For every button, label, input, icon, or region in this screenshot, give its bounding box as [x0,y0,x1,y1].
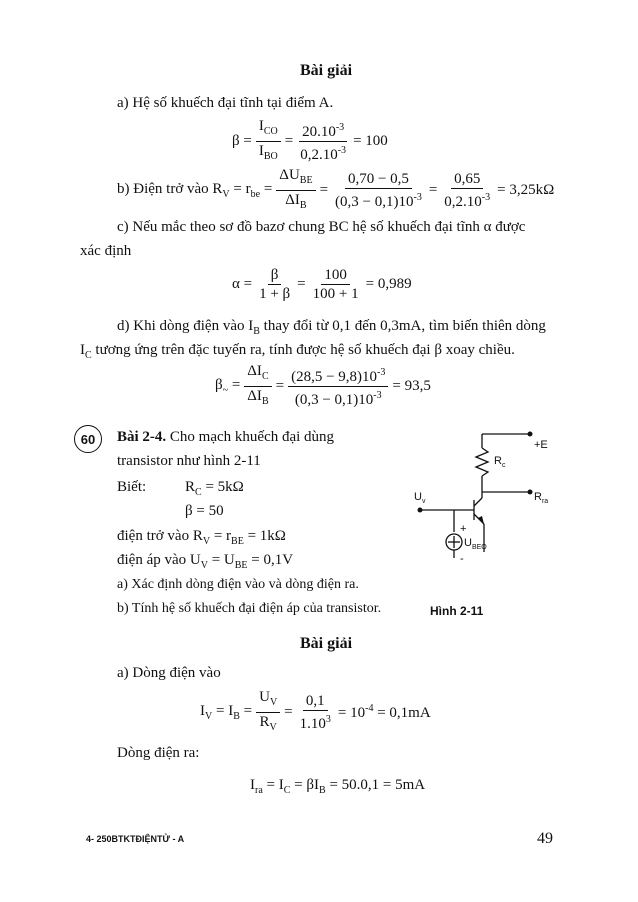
given-uv: điện áp vào $U_V = U_{BE} = 0,1V$ [117,552,294,571]
part-c-text-cont: xác định [80,243,132,259]
figure-caption: Hình 2-11 [430,604,484,618]
circuit-label-rra: $R_{ra}$ [534,491,549,505]
footer-left: 4- 250BTKTĐIỆNTỬ - A [86,834,185,844]
circuit-label-plus-e: +E [534,439,548,451]
part-a2-text: a) Dòng điện vào [117,665,221,681]
output-current-label: Dòng điện ra: [117,745,200,761]
circuit-label-plus: + [460,523,467,535]
given-label: Biết: [117,479,147,495]
given-rc: $R_C = 5k\Omega$ [185,479,244,498]
given-rv: điện trở vào $R_V = r_{BE} = 1k\Omega$ [117,528,286,547]
circuit-label-minus: - [460,553,464,565]
problem-statement: Bài 2-4. Cho mạch khuếch đại dùng [117,429,335,445]
solution-heading: Bài giải [300,62,353,79]
given-beta: β = 50 [185,503,224,519]
part-d-text-cont: $I_C$ tương ứng trên đặc tuyến ra, tính được hệ số khuếch đại β xoay chiều. [80,342,515,361]
equation-input-current: $I_V = I_B$ = $\frac{U_V}{R_V}$ = $\frac{0,1}{1.10^3}$ = $10^{-4} = 0,1mA$ [200,689,431,733]
part-c-text: c) Nếu mắc theo sơ đồ bazơ chung BC hệ số khuếch đại tĩnh α được [117,219,526,235]
circuit-label-uv: $U_v$ [414,491,426,505]
equation-beta: β = $\frac{I_{CO}}{I_{BO}}$ = $\frac{20.10^{-3}}{0,2.10^{-3}}$ = 100 [232,118,388,163]
circuit-label-ubeo: $U_{BEO}$ [464,537,487,551]
page-number: 49 [537,830,553,847]
equation-beta-ac: $\beta_\sim$ = $\frac{\Delta I_C}{\Delta I_B}$ = $\frac{(28,5 - 9,8)10^{-3}}{(0,3 - 0,1)10^{-3}}$ = 93,5 [215,363,431,408]
part-d-text: d) Khi dòng điện vào $I_B$ thay đổi từ 0,1 đến 0,3mA, tìm biến thiên dòng [117,318,546,337]
equation-output-current: $I_{ra} = I_C = \beta I_B = 50.0,1 = 5mA$ [250,777,426,796]
problem-number-badge: 60 [74,425,102,453]
equation-alpha: α = $\frac{\beta}{1 + \beta}$ = $\frac{100}{100 + 1}$ = 0,989 [232,267,412,302]
solution-heading-2: Bài giải [300,635,353,652]
circuit-label-rc: $R_c$ [494,455,506,469]
question-b: b) Tính hệ số khuếch đại điện áp của transistor. [117,601,382,616]
question-a: a) Xác định dòng điện vào và dòng điện ra. [117,577,359,592]
equation-input-resistance: b) Điện trở vào $R_V = r_{be}$ = $\frac{\Delta U_{BE}}{\Delta I_B}$ = $\frac{0,70 - 0,5}{(0,3 - 0,1)10^{-3}}$ = $\frac{0,65}{0,2.10^{-3}}$ = 3,25kΩ [117,167,555,211]
part-a-text: a) Hệ số khuếch đại tĩnh tại điểm A. [117,95,334,111]
problem-statement-cont: transistor như hình 2-11 [117,453,261,469]
circuit-diagram [390,420,590,590]
